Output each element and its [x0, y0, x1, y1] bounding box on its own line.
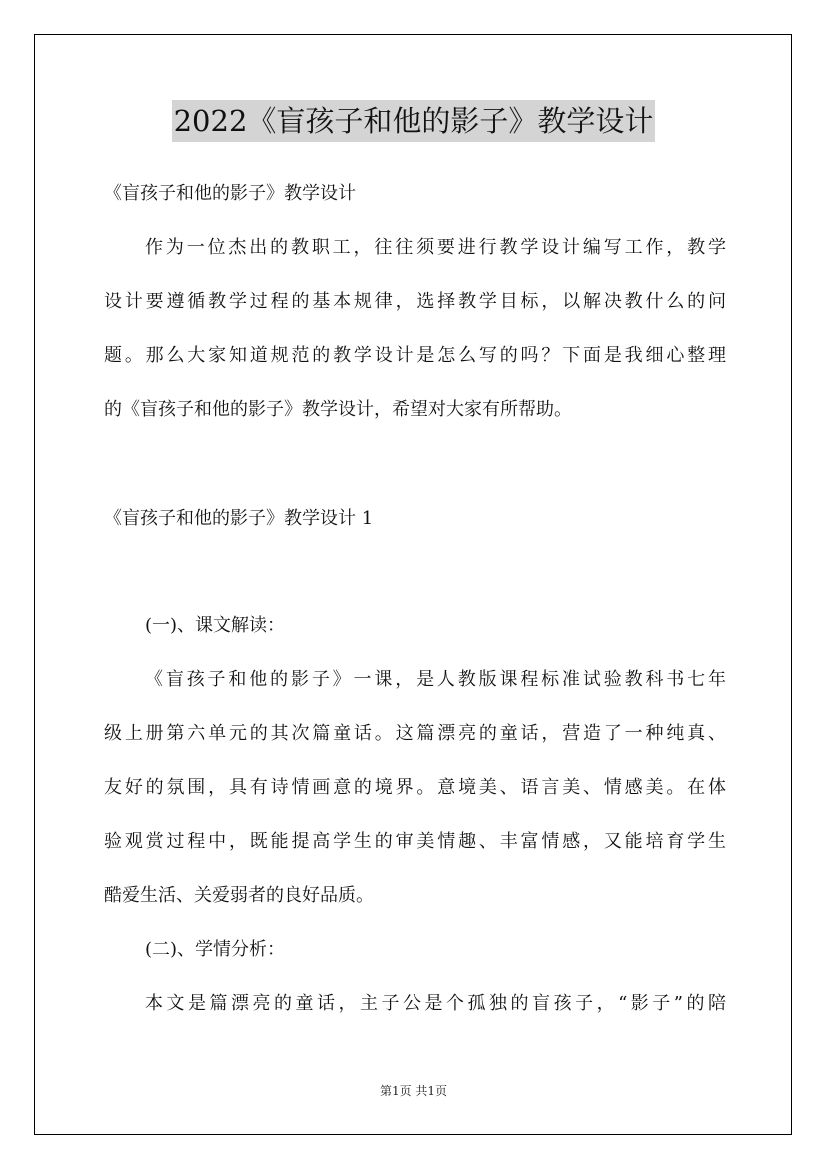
document-title: 2022《盲孩子和他的影子》教学设计: [172, 100, 656, 142]
intro-line-3: 题。那么大家知道规范的教学设计是怎么写的吗？下面是我细心整理: [104, 345, 726, 366]
part1-line-4: 验观赏过程中，既能提高学生的审美情趣、丰富情感，又能培育学生: [104, 831, 726, 852]
page-footer: 第1页 共1页: [379, 1084, 448, 1098]
part1-line-1: 《盲孩子和他的影子》一课，是人教版课程标准试验教科书七年: [145, 669, 726, 690]
intro-line-1: 作为一位杰出的教职工，往往须要进行教学设计编写工作，教学: [145, 237, 726, 258]
intro-line-2: 设计要遵循教学过程的基本规律，选择教学目标，以解决教什么的问: [104, 291, 726, 312]
part1-line-3: 友好的氛围，具有诗情画意的境界。意境美、语言美、情感美。在体: [104, 777, 726, 798]
part1-heading: (一)、课文解读：: [145, 615, 286, 636]
part2-line-1: 本文是篇漂亮的童话，主子公是个孤独的盲孩子，“影子”的陪: [145, 993, 726, 1014]
section1-heading: 《盲孩子和他的影子》教学设计 1: [104, 508, 374, 529]
intro-heading: 《盲孩子和他的影子》教学设计: [104, 183, 356, 204]
part1-line-5: 酷爱生活、关爱弱者的良好品质。: [104, 885, 374, 906]
intro-line-4: 的《盲孩子和他的影子》教学设计，希望对大家有所帮助。: [104, 399, 572, 420]
part1-line-2: 级上册第六单元的其次篇童话。这篇漂亮的童话，营造了一种纯真、: [104, 723, 726, 744]
title-container: [0, 100, 827, 142]
part2-heading: (二)、学情分析：: [145, 939, 286, 960]
